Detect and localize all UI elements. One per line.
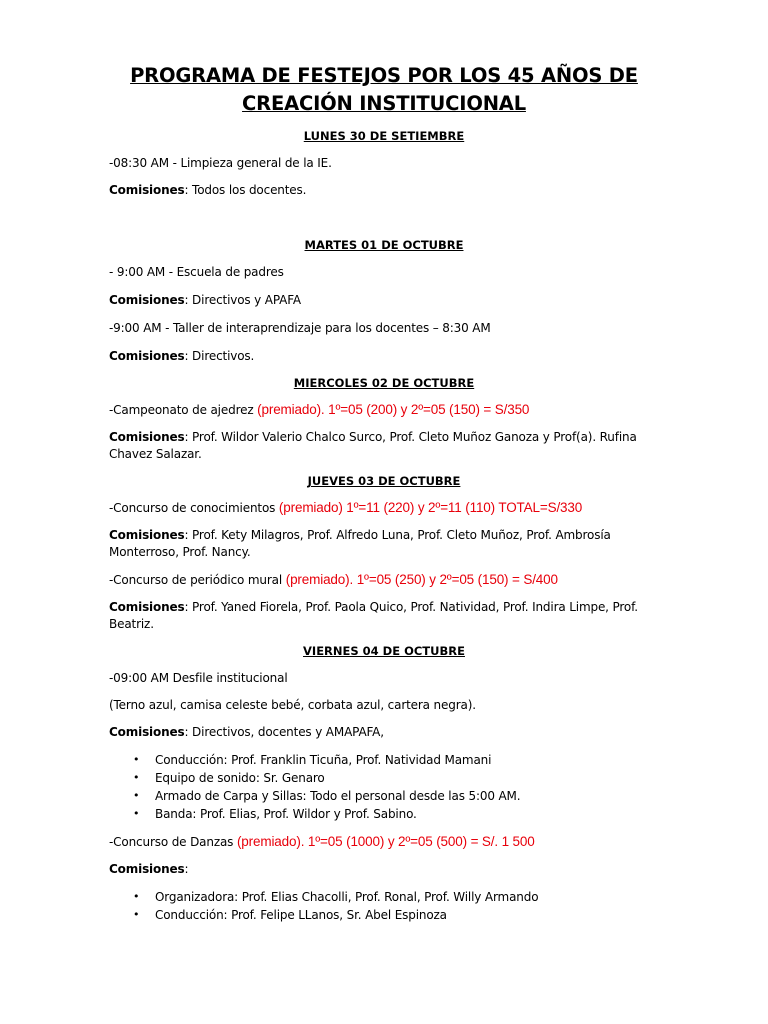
activity-text: -Concurso de Danzas	[109, 835, 237, 849]
bullet-icon: •	[133, 789, 140, 802]
comisiones-label: Comisiones	[109, 183, 185, 197]
bullet-icon: •	[133, 753, 140, 766]
jueves-activity-1	[109, 499, 659, 517]
list-item: • Organizadora: Prof. Elias Chacolli, Prof. Ronal, Prof. Willy Armando	[133, 890, 539, 904]
comisiones-label: Comisiones	[109, 349, 185, 363]
comisiones-text: : Directivos y APAFA	[184, 293, 301, 307]
comisiones-label: Comisiones	[109, 600, 185, 614]
list-item: • Armado de Carpa y Sillas: Todo el personal desde las 5:00 AM.	[133, 789, 521, 803]
bullet-icon: •	[133, 890, 140, 903]
prize-text: (premiado). 1º=05 (250) y 2º=05 (150) = S/400	[285, 572, 558, 587]
heading-lunes: LUNES 30 DE SETIEMBRE	[303, 129, 465, 143]
jueves-activity-2	[109, 571, 659, 589]
list-item: • Conducción: Prof. Franklin Ticuña, Prof. Natividad Mamani	[133, 753, 492, 767]
comisiones-label: Comisiones	[109, 725, 185, 739]
list-item: • Banda: Prof. Elias, Prof. Wildor y Prof. Sabino.	[133, 807, 417, 821]
bullet-icon: •	[133, 908, 140, 921]
prize-text: (premiado) 1º=11 (220) y 2º=11 (110) TOTAL=S/330	[278, 500, 583, 515]
heading-martes: MARTES 01 DE OCTUBRE	[304, 238, 464, 252]
viernes-comisiones-2	[109, 861, 659, 878]
comisiones-label: Comisiones	[109, 528, 185, 542]
list-item: • Conducción: Prof. Felipe LLanos, Sr. Abel Espinoza	[133, 908, 447, 922]
viernes-list-2	[109, 888, 659, 924]
heading-jueves: JUEVES 03 DE OCTUBRE	[307, 474, 461, 488]
martes-comisiones-2	[109, 348, 659, 365]
heading-miercoles: MIERCOLES 02 DE OCTUBRE	[293, 376, 475, 390]
comisiones-text-line-2: Monterroso, Prof. Nancy.	[109, 545, 251, 559]
document-title	[109, 62, 659, 118]
martes-activity-2: -9:00 AM - Taller de interaprendizaje para los docentes – 8:30 AM	[109, 321, 491, 335]
bullet-icon: •	[133, 807, 140, 820]
comisiones-text: : Directivos.	[184, 349, 255, 363]
title-line-1: PROGRAMA DE FESTEJOS POR LOS 45 AÑOS DE	[130, 64, 638, 87]
comisiones-text: : Todos los docentes.	[184, 183, 307, 197]
martes-activity-1: - 9:00 AM - Escuela de padres	[109, 265, 284, 279]
comisiones-text: : Prof. Wildor Valerio Chalco Surco, Prof. Cleto Muñoz Ganoza y Prof(a). Rufina	[184, 430, 637, 444]
comisiones-text: : Prof. Kety Milagros, Prof. Alfredo Luna, Prof. Cleto Muñoz, Prof. Ambrosía	[184, 528, 611, 542]
comisiones-label: Comisiones	[109, 430, 185, 444]
activity-text: -Concurso de conocimientos	[109, 501, 279, 515]
comisiones-text: : Prof. Yaned Fiorela, Prof. Paola Quico, Prof. Natividad, Prof. Indira Limpe, Prof.	[184, 600, 638, 614]
activity-text: -Campeonato de ajedrez	[109, 403, 258, 417]
prize-text: (premiado). 1º=05 (1000) y 2º=05 (500) = S/. 1 500	[236, 834, 535, 849]
title-line-2: CREACIÓN INSTITUCIONAL	[242, 92, 526, 115]
bullet-icon: •	[133, 771, 140, 784]
lunes-comisiones	[109, 182, 659, 199]
jueves-comisiones-1	[109, 527, 659, 561]
miercoles-activity	[109, 401, 659, 419]
heading-viernes: VIERNES 04 DE OCTUBRE	[303, 644, 465, 658]
activity-text: -Concurso de periódico mural	[109, 573, 286, 587]
viernes-activity-1: -09:00 AM Desfile institucional	[109, 671, 288, 685]
comisiones-text: :	[184, 862, 189, 876]
viernes-activity-2	[109, 833, 659, 851]
list-item: • Equipo de sonido: Sr. Genaro	[133, 771, 325, 785]
lunes-activity: -08:30 AM - Limpieza general de la IE.	[109, 156, 332, 170]
prize-text: (premiado). 1º=05 (200) y 2º=05 (150) = S/350	[257, 402, 530, 417]
miercoles-comisiones	[109, 429, 659, 463]
comisiones-text: : Directivos, docentes y AMAPAFA,	[184, 725, 384, 739]
viernes-list-1	[109, 751, 659, 823]
jueves-comisiones-2	[109, 599, 659, 633]
viernes-dress-code: (Terno azul, camisa celeste bebé, corbata azul, cartera negra).	[109, 698, 476, 712]
comisiones-label: Comisiones	[109, 293, 185, 307]
martes-comisiones-1	[109, 292, 659, 309]
comisiones-label: Comisiones	[109, 862, 185, 876]
comisiones-text-line-2: Chavez Salazar.	[109, 447, 202, 461]
comisiones-text-line-2: Beatriz.	[109, 617, 154, 631]
viernes-comisiones-1	[109, 724, 659, 741]
document-page	[109, 62, 659, 924]
